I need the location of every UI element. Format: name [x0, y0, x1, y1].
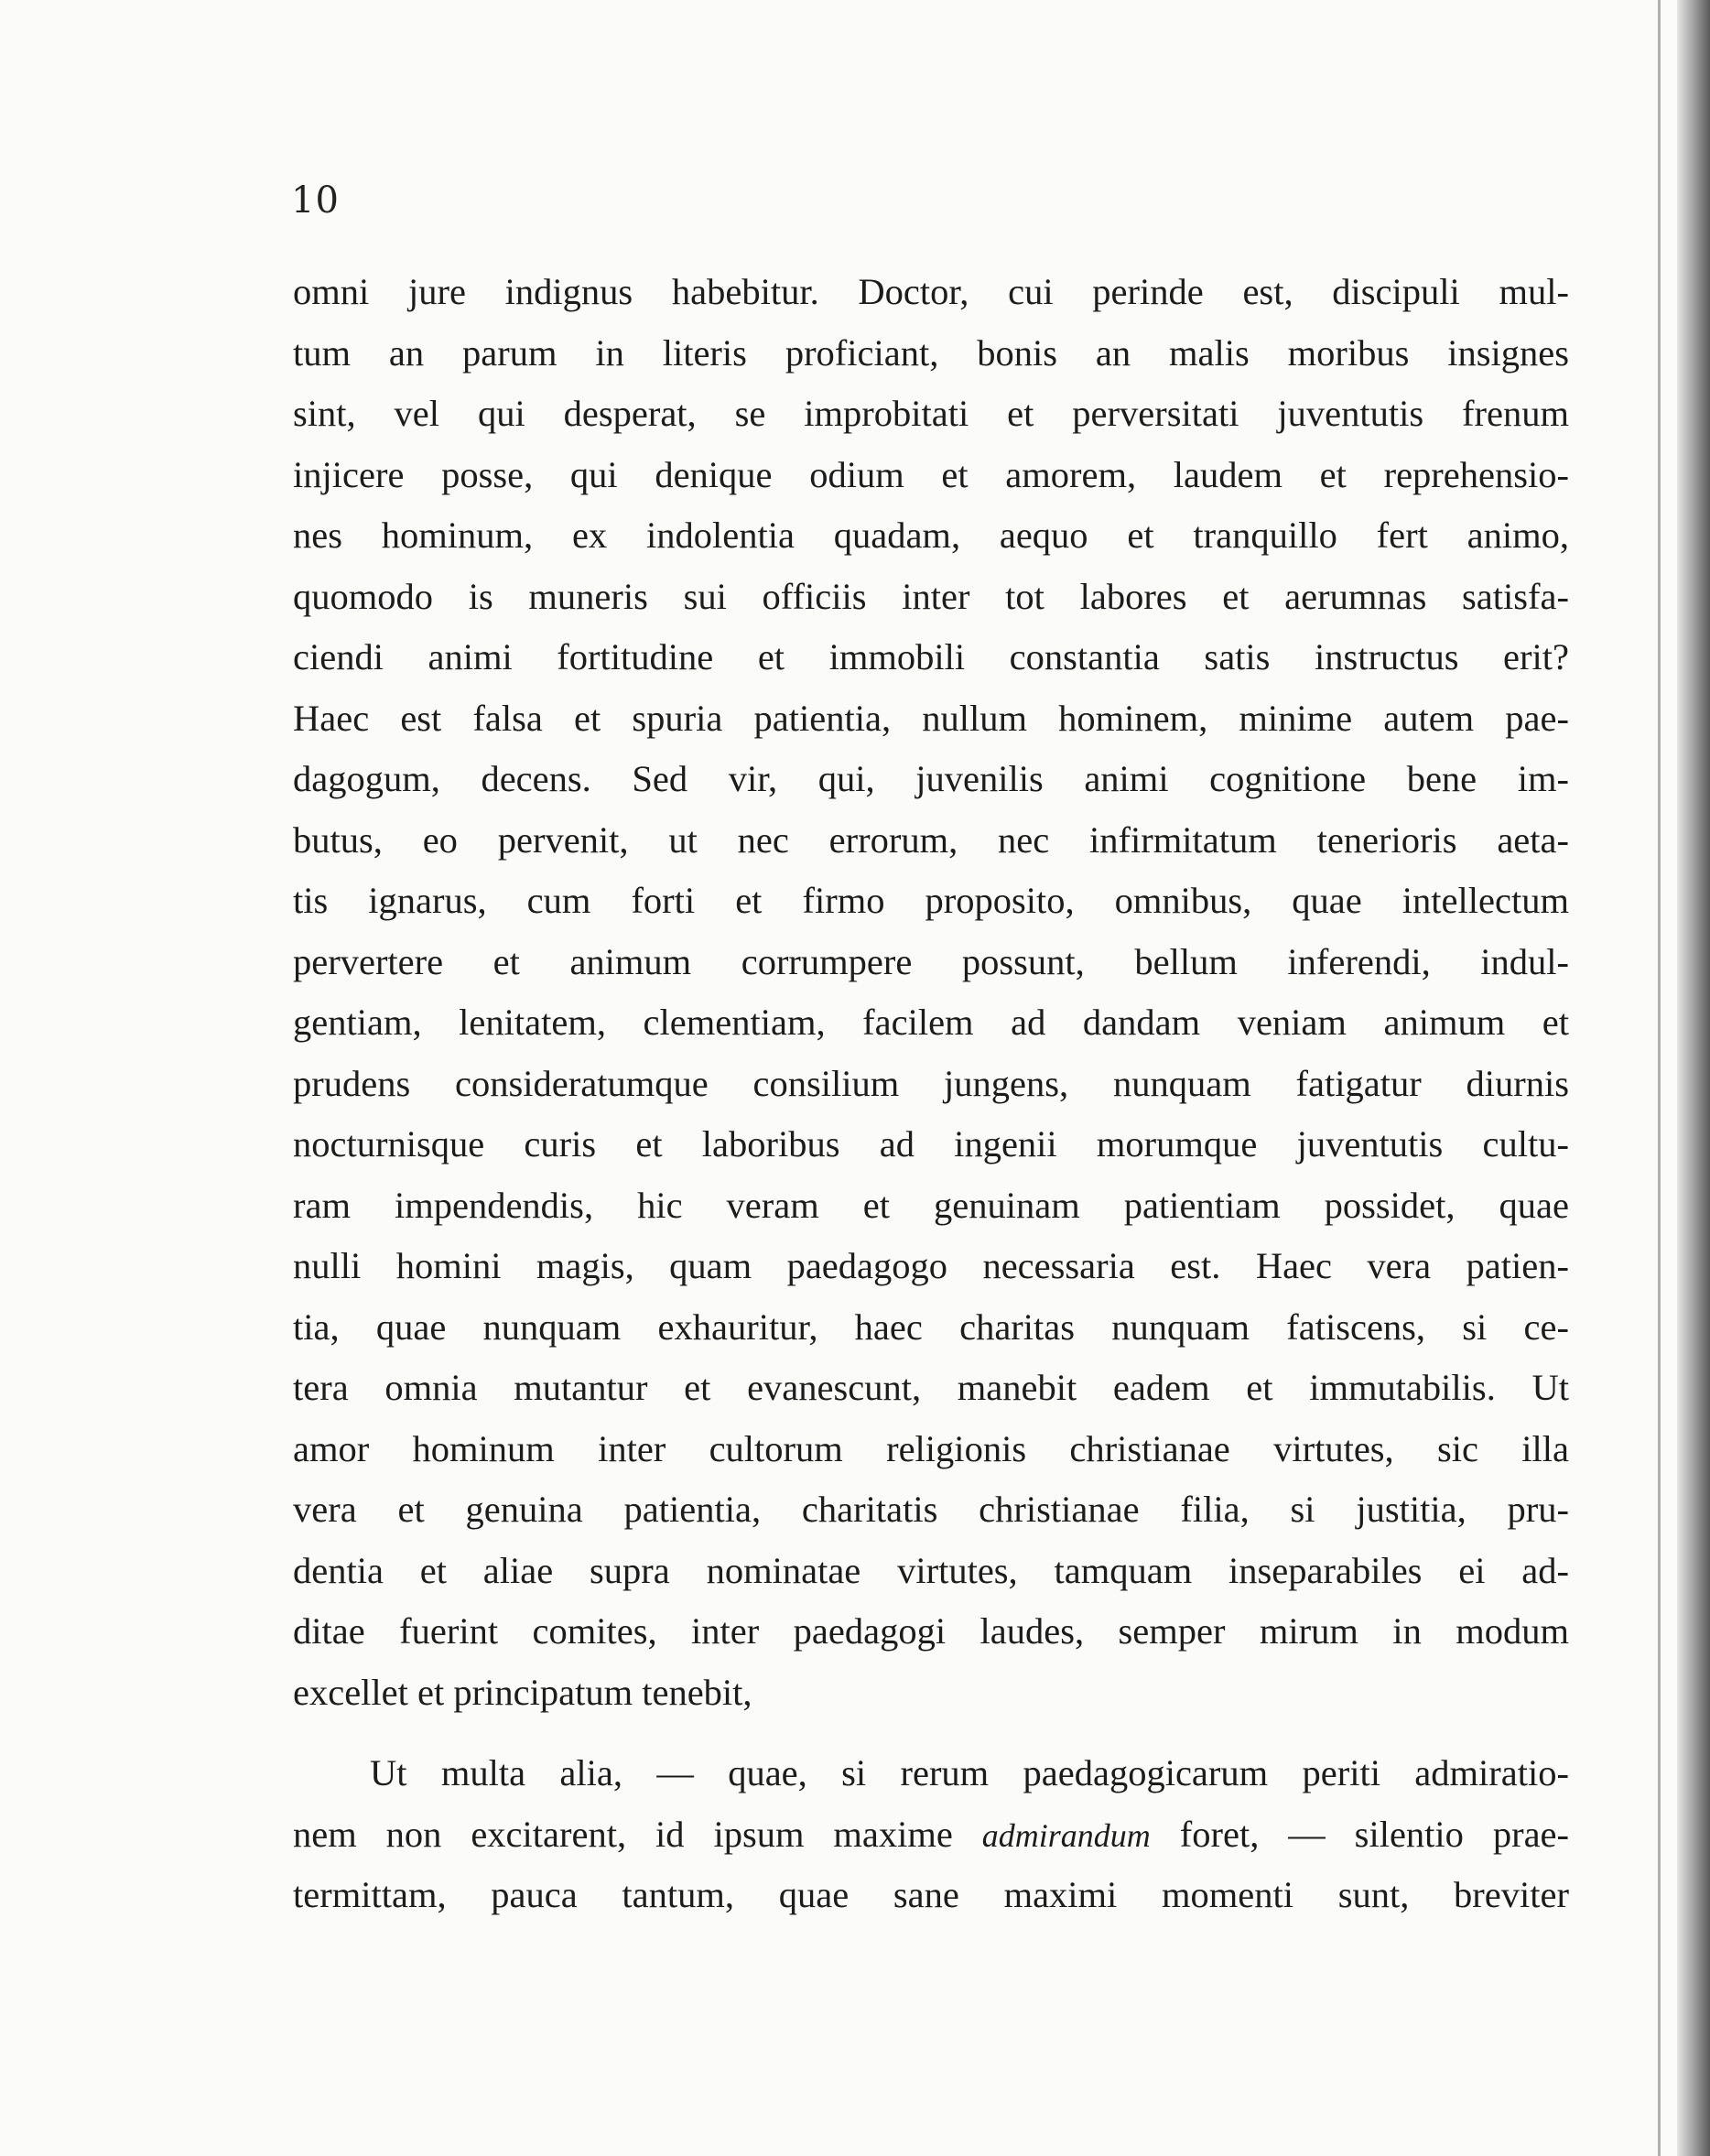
- text-line: gentiam, lenitatem, clementiam, facilem ad dandam veniam animum et: [293, 1002, 1569, 1043]
- page-binding-shadow: [1677, 0, 1710, 2156]
- text-line: injicere posse, qui denique odium et amorem, laudem et reprehensio-: [293, 453, 1569, 495]
- page-binding-line: [1658, 0, 1661, 2156]
- text-line: ciendi animi fortitudine et immobili constantia satis instructus erit?: [293, 636, 1569, 677]
- text-line: dentia et aliae supra nominatae virtutes, tamquam inseparabiles ei ad-: [293, 1549, 1569, 1591]
- text-line: tum an parum in literis proficiant, bonis an malis moribus insignes: [293, 331, 1569, 374]
- text-line: nocturnisque curis et laboribus ad ingenii morumque juventutis cultu-: [293, 1123, 1569, 1165]
- text-line: dagogum, decens. Sed vir, qui, juvenilis animi cognitione bene im-: [293, 758, 1569, 799]
- text-line: tis ignarus, cum forti et firmo proposito, omnibus, quae intellectum: [293, 880, 1569, 921]
- text-line: termittam, pauca tantum, quae sane maximi momenti sunt, breviter: [293, 1874, 1569, 1915]
- text-line: Haec est falsa et spuria patientia, nullum hominem, minime autem pae-: [293, 697, 1569, 739]
- italic-word: admirandum: [981, 1816, 1151, 1854]
- text-line: tera omnia mutantur et evanescunt, manebit eadem et immutabilis. Ut: [293, 1367, 1569, 1408]
- text-line: butus, eo pervenit, ut nec errorum, nec infirmitatum tenerioris aeta-: [293, 818, 1569, 861]
- text-line: omni jure indignus habebitur. Doctor, cui perinde est, discipuli mul-: [293, 271, 1569, 312]
- page-number: 10: [291, 179, 340, 222]
- text-line: prudens consideratumque consilium jungens, nunquam fatigatur diurnis: [293, 1062, 1569, 1104]
- text-line-with-italic: [293, 1804, 1569, 1866]
- text-line: nes hominum, ex indolentia quadam, aequo et tranquillo fert animo,: [293, 515, 1569, 556]
- text-line: nulli homini magis, quam paedagogo necessaria est. Haec vera patien-: [293, 1245, 1569, 1286]
- text-line: amor hominum inter cultorum religionis christianae virtutes, sic illa: [293, 1427, 1569, 1469]
- body-text: [293, 262, 1569, 1926]
- text-line: ram impendendis, hic veram et genuinam patientiam possidet, quae: [293, 1184, 1569, 1226]
- text-line: Ut multa alia, — quae, si rerum paedagogicarum periti admiratio-: [370, 1752, 1569, 1793]
- text-line: tia, quae nunquam exhauritur, haec charitas nunquam fatiscens, si ce-: [293, 1306, 1569, 1348]
- text-line: ditae fuerint comites, inter paedagogi laudes, semper mirum in modum: [293, 1610, 1569, 1652]
- text-line: sint, vel qui desperat, se improbitati et perversitati juventutis frenum: [293, 393, 1569, 434]
- text-segment: foret, — silentio prae-: [1179, 1813, 1570, 1855]
- text-line: quomodo is muneris sui officiis inter tot labores et aerumnas satisfa-: [293, 575, 1569, 617]
- text-line: pervertere et animum corrumpere possunt, bellum inferendi, indul-: [293, 940, 1569, 982]
- text-line: vera et genuina patientia, charitatis christianae filia, si justitia, pru-: [293, 1489, 1569, 1530]
- text-line: excellet et principatum tenebit,: [293, 1671, 752, 1713]
- text-segment: nem non excitarent, id ipsum maxime: [293, 1813, 953, 1855]
